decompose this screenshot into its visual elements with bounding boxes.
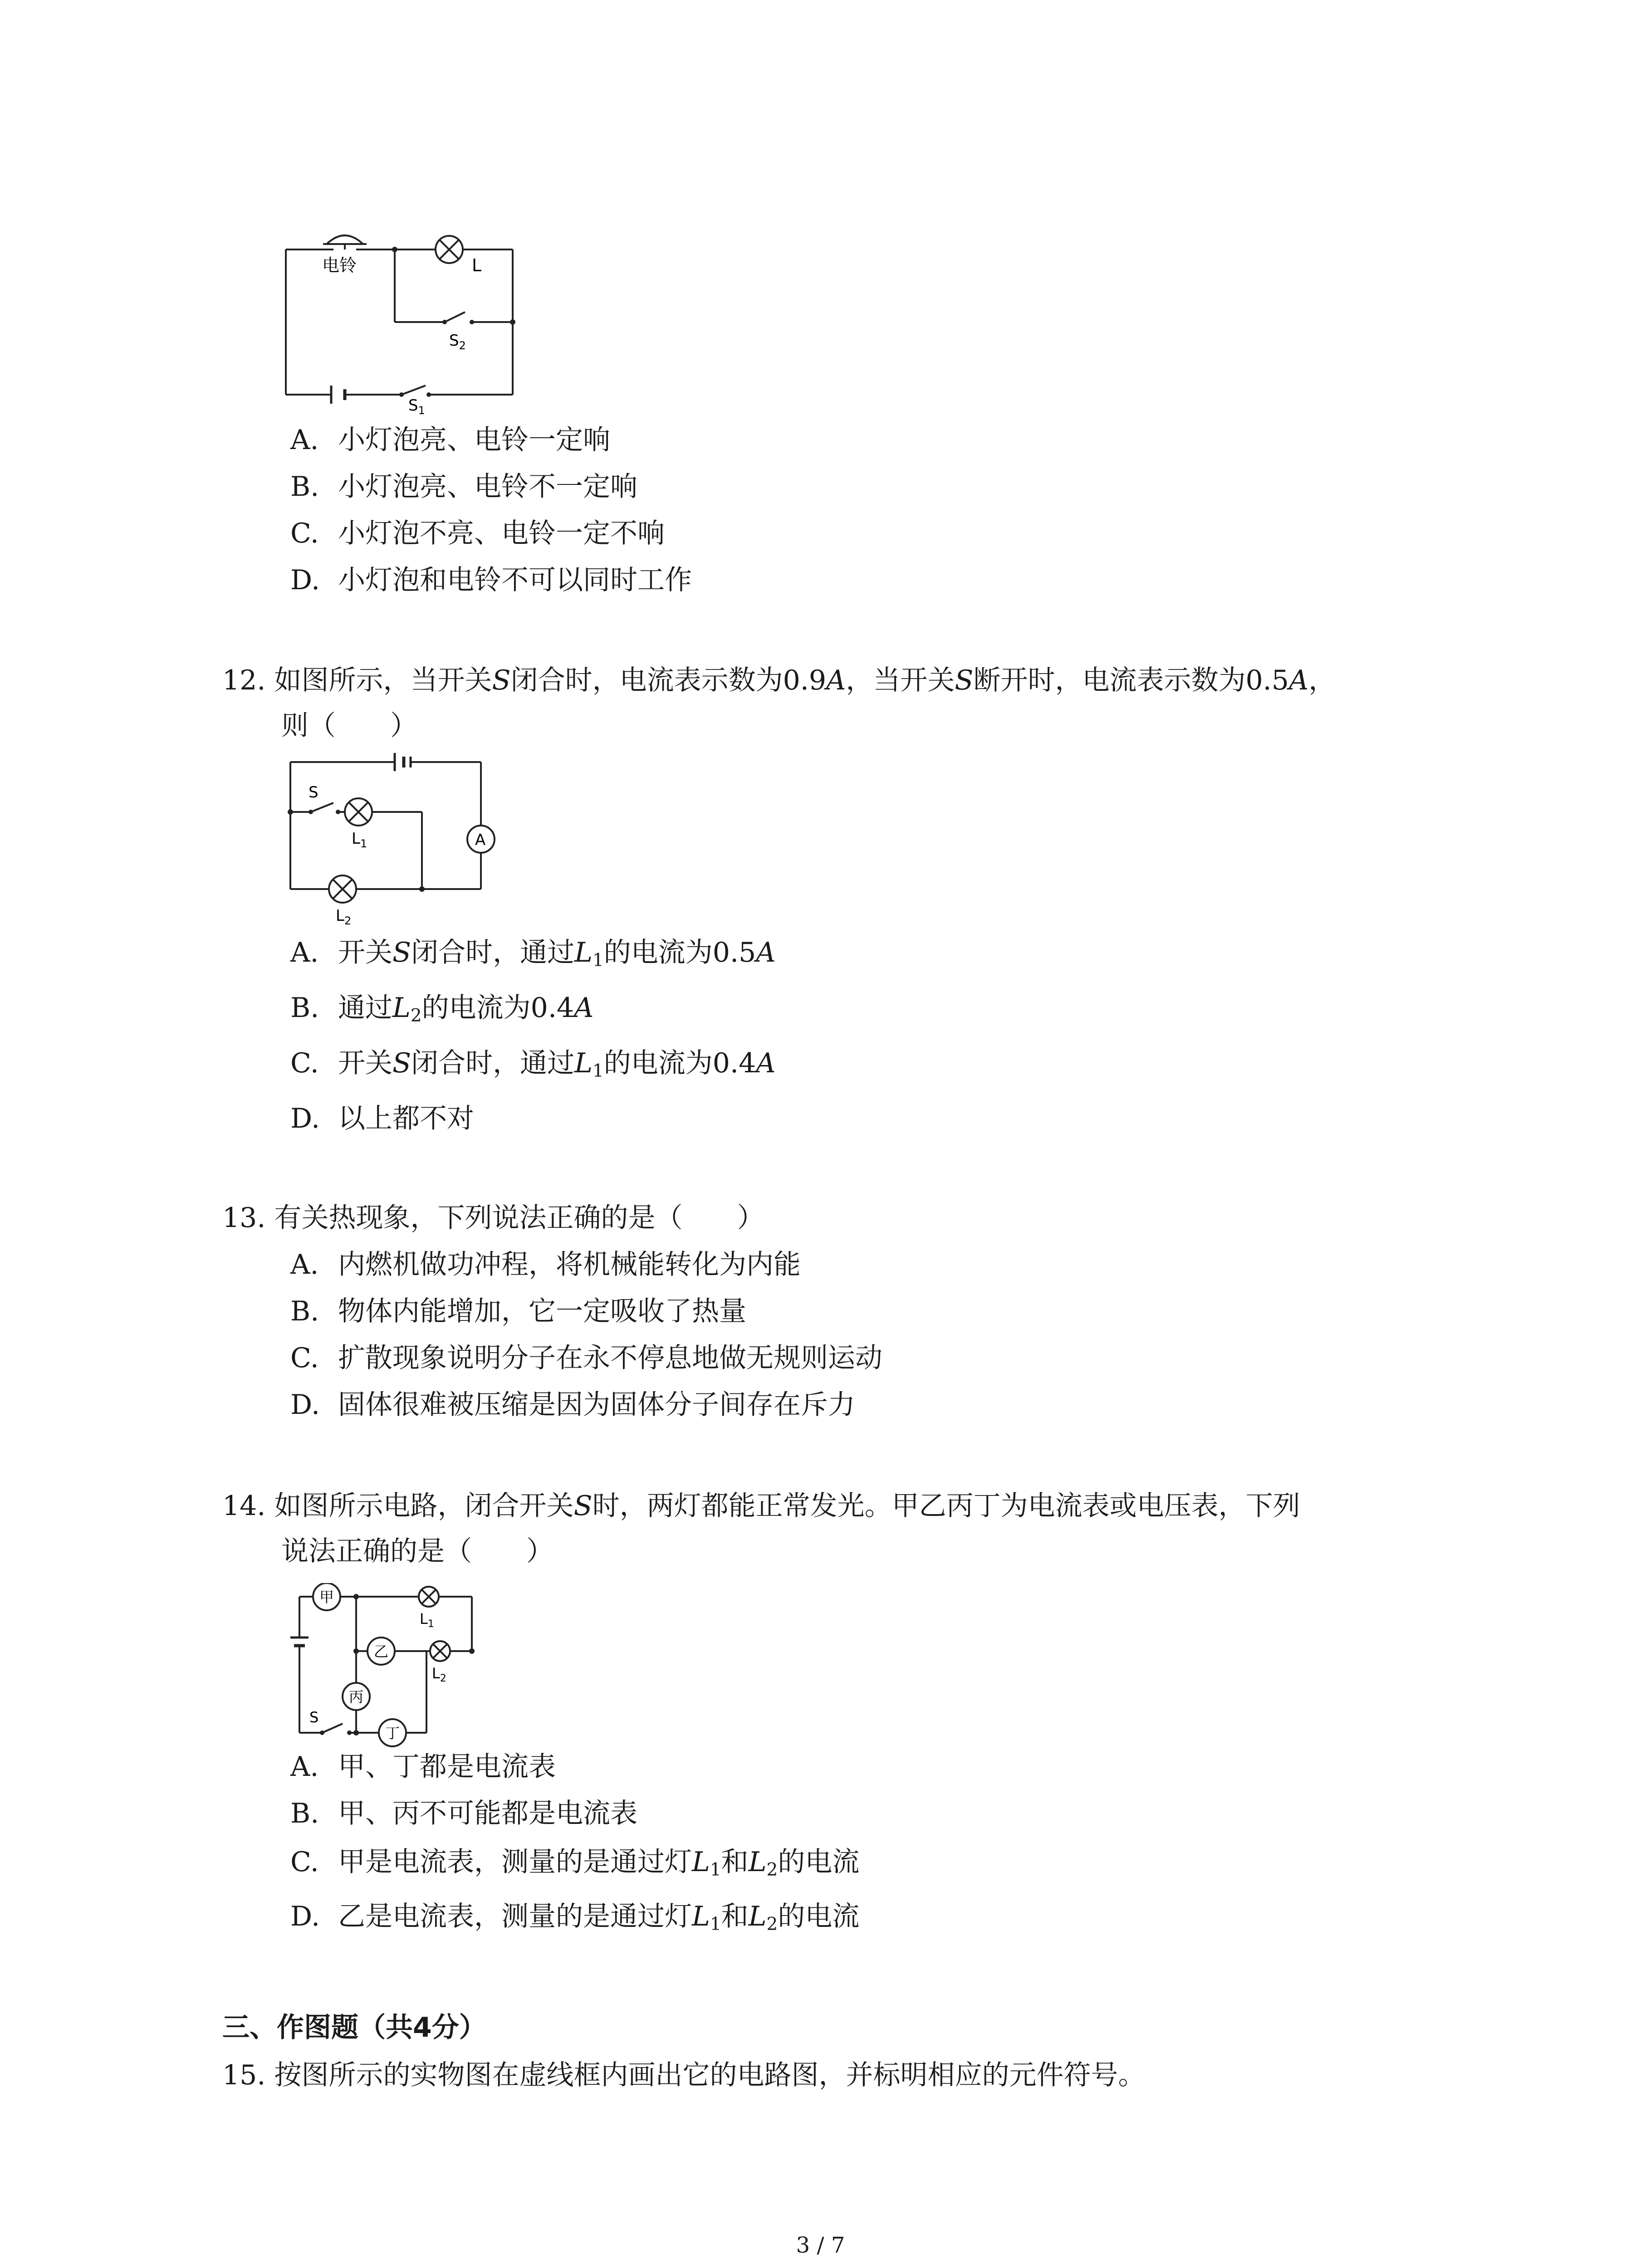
q13-option-d[interactable]: D. 固体很难被压缩是因为固体分子间存在斥力 bbox=[290, 1389, 855, 1421]
meter-jia-label: 甲 bbox=[319, 1589, 334, 1606]
q12-option-c[interactable]: C. 开关S闭合时，通过$L_1$的电流为0.4A bbox=[290, 1047, 776, 1081]
q14-stem-line2: 说法正确的是（ ） bbox=[281, 1535, 554, 1567]
q11-option-d[interactable]: D. 小灯泡和电铃不可以同时工作 bbox=[290, 564, 692, 596]
q14-option-d[interactable]: D. 乙是电流表，测量的是通过灯$L_1$和$L_2$的电流 bbox=[290, 1901, 860, 1935]
lamp-l-label: L bbox=[472, 255, 482, 275]
page-number: 3 / 7 bbox=[796, 2233, 845, 2258]
q12-s-label: S bbox=[309, 783, 318, 802]
q14-option-b[interactable]: B. 甲、丙不可能都是电流表 bbox=[290, 1798, 637, 1829]
q13-option-a[interactable]: A. 内燃机做功冲程，将机械能转化为内能 bbox=[290, 1249, 801, 1281]
s2-label: $S_2$ bbox=[449, 332, 466, 352]
q13-option-c[interactable]: C. 扩散现象说明分子在永不停息地做无规则运动 bbox=[290, 1342, 882, 1374]
q11-circuit-diagram bbox=[272, 218, 526, 417]
bell-label: 电铃 bbox=[322, 255, 357, 275]
q12-l2-label: $L_2$ bbox=[336, 907, 352, 927]
q14-option-c[interactable]: C. 甲是电流表，测量的是通过灯$L_1$和$L_2$的电流 bbox=[290, 1846, 860, 1880]
q11-option-a[interactable]: A. 小灯泡亮、电铃一定响 bbox=[290, 424, 610, 456]
q14-s-label: S bbox=[309, 1709, 319, 1726]
section-3-heading: 三、作图题（共4分） bbox=[222, 2012, 486, 2043]
q11-option-c[interactable]: C. 小灯泡不亮、电铃一定不响 bbox=[290, 518, 665, 549]
q12-l1-label: $L_1$ bbox=[352, 830, 367, 850]
q12-option-d[interactable]: D. 以上都不对 bbox=[290, 1103, 474, 1134]
meter-ding-label: 丁 bbox=[385, 1725, 400, 1742]
meter-bing-label: 丙 bbox=[348, 1688, 364, 1706]
q13-option-b[interactable]: B. 物体内能增加，它一定吸收了热量 bbox=[290, 1295, 746, 1327]
q14-l1-label: $L_1$ bbox=[420, 1610, 434, 1630]
q12-circuit-diagram bbox=[277, 753, 513, 934]
q12-option-b[interactable]: B. 通过$L_2$的电流为0.4A bbox=[290, 992, 594, 1026]
q12-stem-line2: 则（ ） bbox=[281, 710, 417, 742]
q14-l2-label: $L_2$ bbox=[432, 1665, 446, 1684]
q14-circuit-diagram bbox=[272, 1583, 490, 1760]
q14-option-a[interactable]: A. 甲、丁都是电流表 bbox=[290, 1751, 556, 1783]
q14-stem: 14. 如图所示电路，闭合开关S时，两灯都能正常发光。甲乙丙丁为电流表或电压表，下列 bbox=[222, 1490, 1300, 1522]
q15-stem: 15. 按图所示的实物图在虚线框内画出它的电路图，并标明相应的元件符号。 bbox=[222, 2059, 1146, 2091]
ammeter-label: A bbox=[475, 831, 486, 849]
q12-stem: 12. 如图所示，当开关S闭合时，电流表示数为0.9A，当开关S断开时，电流表示数为0.5A， bbox=[222, 665, 1336, 696]
s1-label: $S_1$ bbox=[408, 396, 425, 417]
q13-stem: 13. 有关热现象，下列说法正确的是（ ） bbox=[222, 1202, 764, 1234]
q11-option-b[interactable]: B. 小灯泡亮、电铃不一定响 bbox=[290, 471, 637, 503]
meter-yi-label: 乙 bbox=[373, 1643, 389, 1660]
q12-option-a[interactable]: A. 开关S闭合时，通过$L_1$的电流为0.5A bbox=[290, 937, 776, 971]
